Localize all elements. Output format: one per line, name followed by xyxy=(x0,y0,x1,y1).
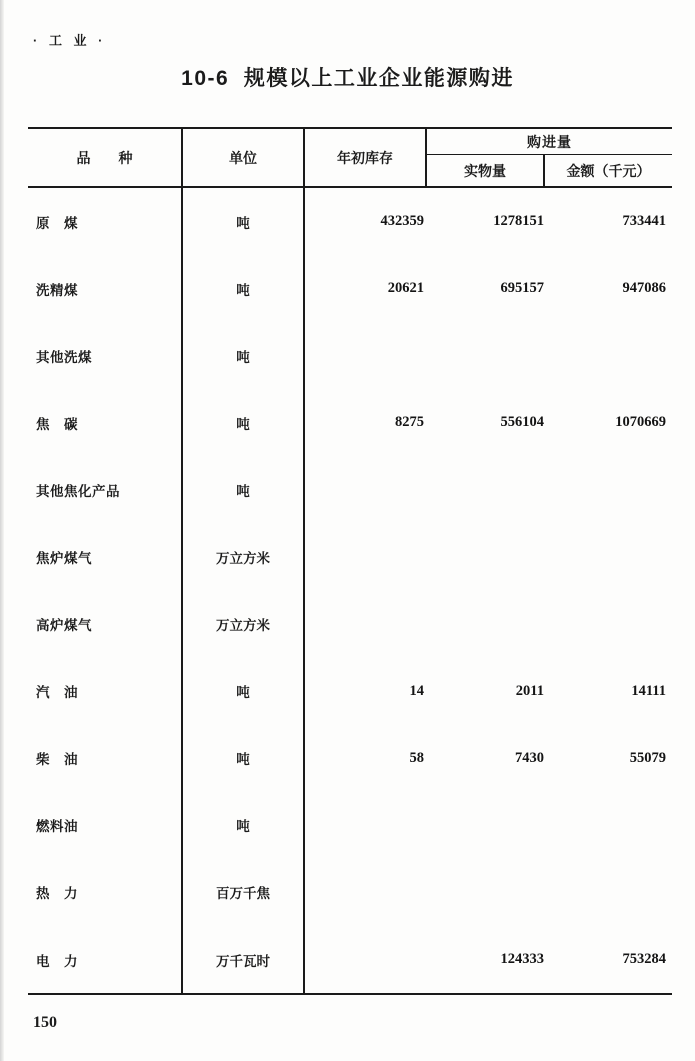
quantity-cell: 7430 xyxy=(515,749,544,766)
variety-cell: 洗精煤 xyxy=(28,255,183,322)
table-header xyxy=(28,127,672,188)
variety-cell: 柴 油 xyxy=(28,725,183,792)
amount-cell: 753284 xyxy=(622,951,666,968)
header-amount: 金额（千元） xyxy=(566,162,651,179)
amount-cell: 55079 xyxy=(629,749,666,766)
table-row xyxy=(28,188,672,255)
amount-cell xyxy=(545,322,672,389)
inventory-cell xyxy=(305,523,427,590)
inventory-cell xyxy=(305,591,427,658)
quantity-cell: 695157 xyxy=(500,280,544,297)
amount-cell xyxy=(545,591,672,658)
table-row xyxy=(28,523,672,590)
energy-purchase-table xyxy=(28,127,672,995)
quantity-cell: 1278151 xyxy=(493,213,544,230)
unit-cell: 百万千焦 xyxy=(183,859,305,926)
table-row xyxy=(28,456,672,523)
variety-cell: 其他焦化产品 xyxy=(28,456,183,523)
table-row xyxy=(28,389,672,456)
amount-cell xyxy=(545,523,672,590)
inventory-cell xyxy=(305,926,427,993)
unit-cell: 万立方米 xyxy=(183,591,305,658)
variety-cell: 焦炉煤气 xyxy=(28,523,183,590)
inventory-cell xyxy=(305,859,427,926)
table-row xyxy=(28,792,672,859)
header-variety: 品 种 xyxy=(28,129,183,186)
header-purchase-group xyxy=(427,129,672,186)
quantity-cell xyxy=(427,523,545,590)
table-row xyxy=(28,591,672,658)
unit-cell: 吨 xyxy=(183,255,305,322)
table-body xyxy=(28,188,672,995)
unit-cell: 吨 xyxy=(183,725,305,792)
variety-cell: 汽 油 xyxy=(28,658,183,725)
quantity-cell xyxy=(427,456,545,523)
unit-cell: 吨 xyxy=(183,792,305,859)
quantity-cell xyxy=(427,859,545,926)
header-purchase-subrow xyxy=(427,155,672,186)
unit-cell: 吨 xyxy=(183,188,305,255)
quantity-cell xyxy=(427,591,545,658)
quantity-cell xyxy=(427,322,545,389)
inventory-cell xyxy=(305,792,427,859)
amount-cell: 947086 xyxy=(622,280,666,297)
scan-edge-shadow xyxy=(0,0,4,1061)
inventory-cell xyxy=(305,322,427,389)
page-number: 150 xyxy=(33,1014,57,1031)
amount-cell xyxy=(545,859,672,926)
variety-cell: 焦 碳 xyxy=(28,389,183,456)
header-unit: 单位 xyxy=(183,129,305,186)
inventory-cell: 8275 xyxy=(395,414,424,431)
inventory-cell: 432359 xyxy=(380,213,424,230)
header-purchase: 购进量 xyxy=(427,129,672,155)
unit-cell: 吨 xyxy=(183,322,305,389)
unit-cell: 吨 xyxy=(183,389,305,456)
amount-cell: 1070669 xyxy=(615,414,666,431)
variety-cell: 高炉煤气 xyxy=(28,591,183,658)
table-row xyxy=(28,859,672,926)
table-row xyxy=(28,926,672,993)
amount-cell: 733441 xyxy=(622,213,666,230)
table-row xyxy=(28,322,672,389)
inventory-cell: 58 xyxy=(409,749,424,766)
header-beginning-inventory: 年初库存 xyxy=(305,129,427,186)
header-physical-quantity: 实物量 xyxy=(427,155,545,186)
inventory-cell: 14 xyxy=(409,682,424,699)
table-row xyxy=(28,255,672,322)
inventory-cell: 20621 xyxy=(387,280,424,297)
unit-cell: 万立方米 xyxy=(183,523,305,590)
variety-cell: 电 力 xyxy=(28,926,183,993)
table-row xyxy=(28,725,672,792)
variety-cell: 其他洗煤 xyxy=(28,322,183,389)
amount-cell: 14111 xyxy=(631,682,666,699)
amount-cell xyxy=(545,456,672,523)
unit-cell: 吨 xyxy=(183,658,305,725)
table-row xyxy=(28,658,672,725)
page-title: 10-6 规模以上工业企业能源购进 xyxy=(181,67,514,90)
amount-cell xyxy=(545,792,672,859)
unit-cell: 万千瓦时 xyxy=(183,926,305,993)
unit-cell: 吨 xyxy=(183,456,305,523)
quantity-cell: 2011 xyxy=(515,682,544,699)
section-label: · 工 业 · xyxy=(33,33,107,48)
quantity-cell: 556104 xyxy=(500,414,544,431)
inventory-cell xyxy=(305,456,427,523)
variety-cell: 原 煤 xyxy=(28,188,183,255)
variety-cell: 热 力 xyxy=(28,859,183,926)
quantity-cell: 124333 xyxy=(500,951,544,968)
variety-cell: 燃料油 xyxy=(28,792,183,859)
quantity-cell xyxy=(427,792,545,859)
